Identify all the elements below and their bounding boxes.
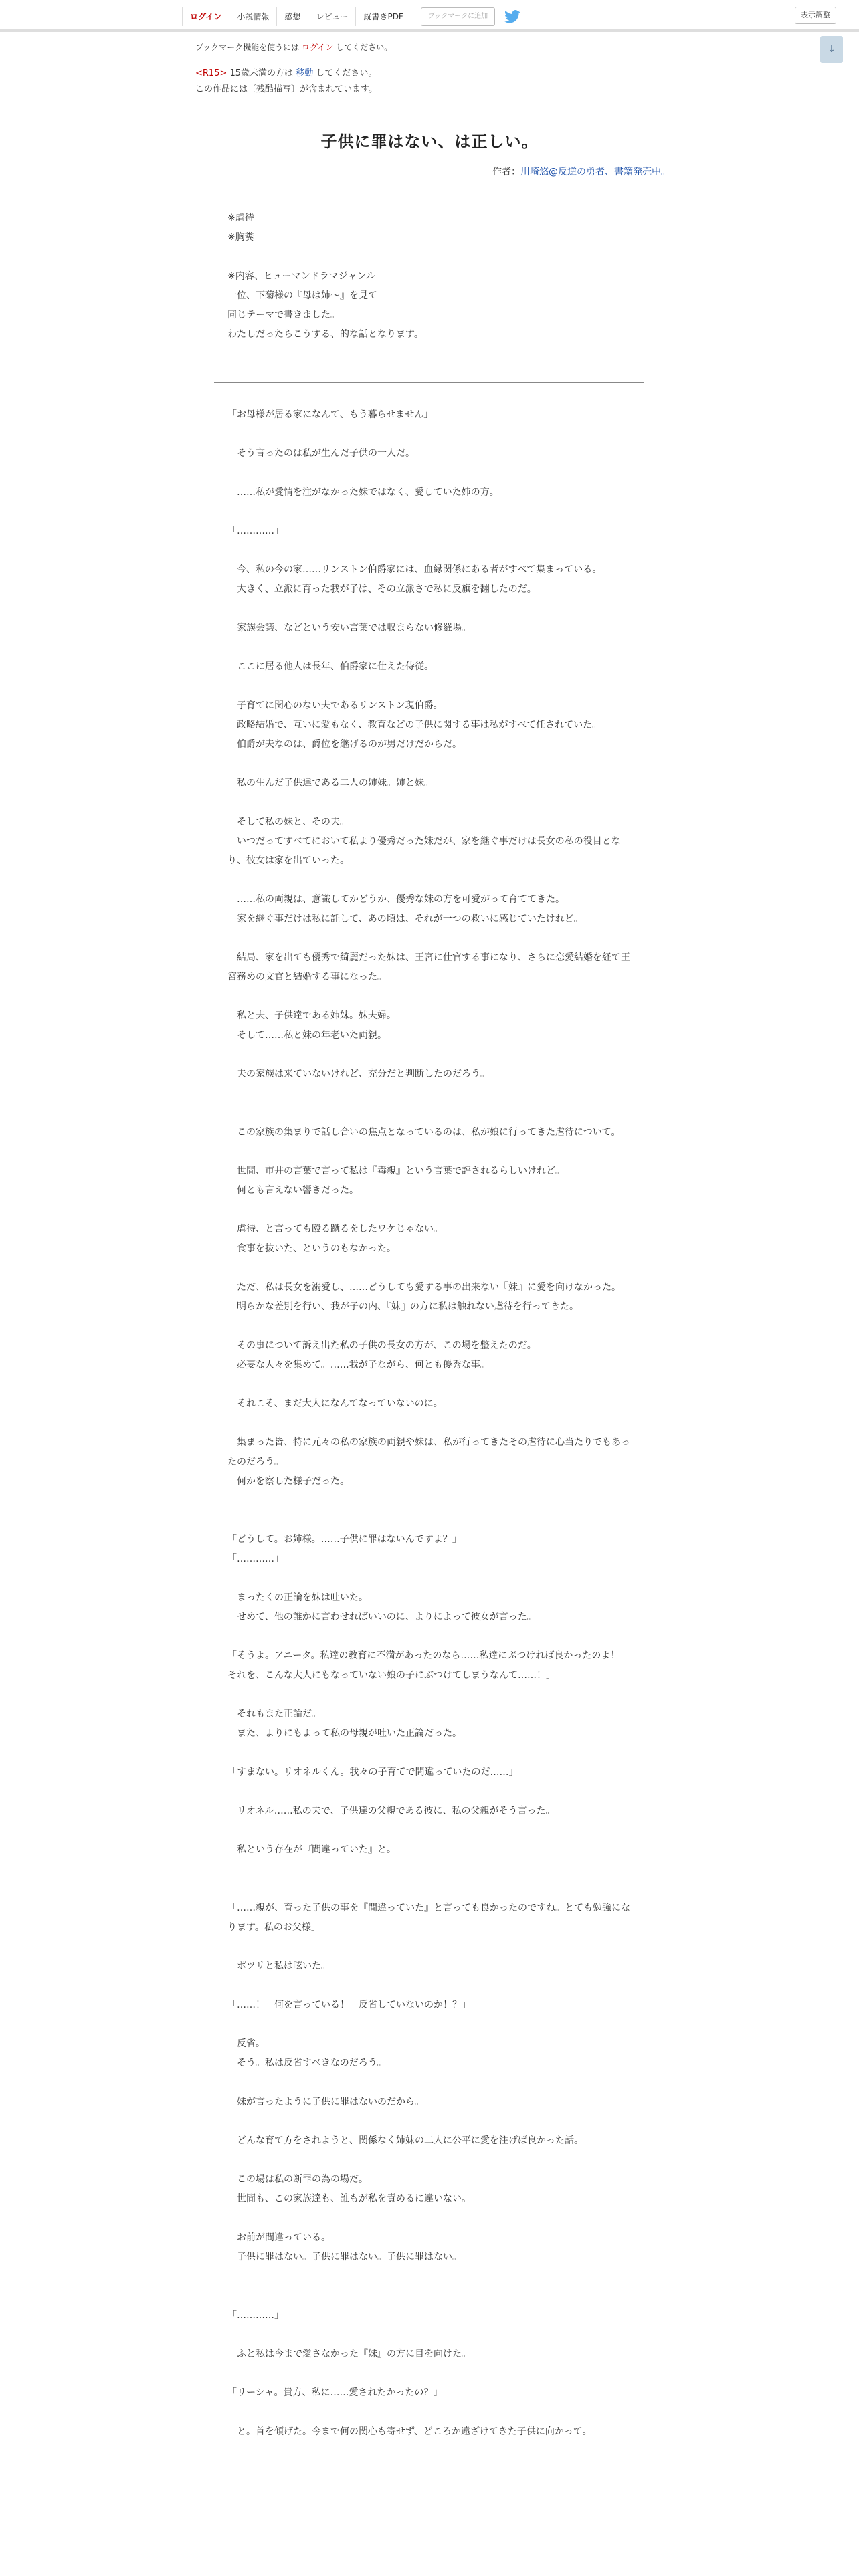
body-text-line: 私と夫、子供達である姉妹。妹夫婦。 bbox=[227, 1010, 396, 1021]
body-text-line: リオネル……私の夫で、子供達の父親である彼に、私の父親がそう言った。 bbox=[227, 1806, 555, 1816]
body-text-line: 大きく、立派に育った我が子は、その立派さで私に反旗を翻したのだ。 bbox=[227, 584, 537, 595]
blank-line bbox=[227, 1782, 632, 1802]
body-text-line: 「……親が、育った子供の事を『間違っていた』と言っても良かったのですね。とても勉強になります。私のお父様」 bbox=[227, 1903, 630, 1933]
body-text-line: 「…………」 bbox=[227, 526, 284, 536]
blank-line bbox=[227, 754, 632, 774]
novel-title: 子供に罪はない、は正しい。 bbox=[320, 132, 539, 151]
body-text-line: お前が間違っている。 bbox=[227, 2232, 330, 2243]
body-paragraph bbox=[227, 2034, 632, 2054]
body-paragraph bbox=[227, 1433, 632, 1472]
body-paragraph bbox=[227, 813, 632, 832]
blank-line bbox=[227, 871, 632, 890]
blank-line bbox=[227, 1743, 632, 1763]
body-paragraph bbox=[227, 1065, 632, 1084]
novel-body bbox=[227, 405, 632, 2442]
blank-line bbox=[227, 1317, 632, 1336]
blank-line bbox=[227, 1860, 632, 1879]
blank-line bbox=[227, 502, 632, 522]
body-paragraph bbox=[227, 2054, 632, 2073]
body-paragraph bbox=[227, 1278, 632, 1297]
preface-line: わたしだったらこうする、的な話となります。 bbox=[227, 329, 423, 340]
blank-line bbox=[227, 1627, 632, 1646]
body-paragraph bbox=[227, 444, 632, 463]
body-paragraph bbox=[227, 832, 632, 871]
body-text-line: そう。私は反省すべきなのだろう。 bbox=[227, 2058, 387, 2068]
body-text-line: 「リーシャ。貴方、私に……愛されたかったの？」 bbox=[227, 2387, 443, 2398]
blank-line bbox=[227, 1511, 632, 1530]
body-text-line: 何とも言えない響きだった。 bbox=[227, 1185, 359, 1196]
blank-line bbox=[227, 1200, 632, 1220]
blank-line bbox=[227, 2364, 632, 2383]
body-paragraph bbox=[227, 1239, 632, 1259]
body-paragraph bbox=[227, 2092, 632, 2112]
body-text-line: 家族会議、などという安い言葉では収まらない修羅場。 bbox=[227, 623, 471, 633]
body-text-line: それこそ、まだ大人になんてなっていないのに。 bbox=[227, 1398, 443, 1409]
blank-line bbox=[227, 1976, 632, 1996]
blank-line bbox=[227, 425, 632, 444]
bookmark-add-button[interactable]: ブックマークに追加 bbox=[421, 7, 495, 26]
review-link[interactable]: レビュー bbox=[308, 7, 356, 26]
body-paragraph bbox=[227, 1802, 632, 1821]
body-paragraph bbox=[227, 1336, 632, 1356]
blank-line bbox=[227, 1685, 632, 1705]
body-paragraph bbox=[227, 948, 632, 987]
body-text-line: 世間、市井の言葉で言って私は『毒親』という言葉で評されるらしいけれど。 bbox=[227, 1166, 565, 1176]
body-text-line: 何かを察した様子だった。 bbox=[227, 1476, 349, 1487]
body-text-line: また、よりにもよって私の母親が吐いた正論だった。 bbox=[227, 1728, 462, 1739]
body-text-line: 結局、家を出ても優秀で綺麗だった妹は、王宮に仕官する事になり、さらに恋愛結婚を経て王宮務めの文官と結婚する事になった。 bbox=[227, 952, 630, 982]
body-text-line: その事について訴え出た私の子供の長女の方が、この場を整えたのだ。 bbox=[227, 1340, 537, 1351]
body-text-line: 世間も、この家族達も、誰もが私を責めるに違いない。 bbox=[227, 2193, 471, 2204]
blank-line bbox=[227, 1103, 632, 1123]
body-text-line: と。首を傾げた。今まで何の関心も寄せず、どころか遠ざけてきた子供に向かって。 bbox=[227, 2426, 592, 2437]
r15-tag: <R15> bbox=[195, 68, 227, 78]
body-paragraph bbox=[227, 1162, 632, 1181]
body-text-line: 家を継ぐ事だけは私に託して、あの頃は、それが一つの救いに感じていたけれど。 bbox=[227, 914, 583, 924]
r15-notice-prefix: 15歳未満の方は bbox=[229, 68, 294, 78]
body-text-line: 集まった皆、特に元々の私の家族の両親や妹は、私が行ってきたその虐待に心当たりでもあったのだろう。 bbox=[227, 1437, 630, 1467]
body-text-line: まったくの正論を妹は吐いた。 bbox=[227, 1592, 368, 1603]
body-text-line: ポツリと私は呟いた。 bbox=[227, 1961, 330, 1971]
body-text-line: 今、私の今の家……リンストン伯爵家には、血縁関係にある者がすべて集まっている。 bbox=[227, 564, 602, 575]
bookmark-notice-prefix: ブックマーク機能を使うには bbox=[195, 43, 300, 52]
bookmark-notice-suffix: してください。 bbox=[336, 43, 393, 52]
r15-notice bbox=[195, 66, 377, 78]
body-text-line: 妹が言ったように子供に罪はないのだから。 bbox=[227, 2097, 424, 2107]
vertical-pdf-link[interactable]: 縦書きPDF bbox=[356, 7, 411, 26]
blank-line bbox=[227, 1375, 632, 1394]
top-nav bbox=[182, 5, 520, 28]
body-paragraph bbox=[227, 2383, 632, 2403]
blank-line bbox=[227, 2325, 632, 2345]
author-line bbox=[492, 165, 670, 178]
body-paragraph bbox=[227, 2228, 632, 2248]
preface-line bbox=[227, 247, 423, 267]
body-text-line: 夫の家族は来ていないけれど、充分だと判断したのだろう。 bbox=[227, 1069, 490, 1079]
blank-line bbox=[227, 1142, 632, 1162]
blank-line bbox=[227, 1259, 632, 1278]
body-paragraph bbox=[227, 1356, 632, 1375]
r15-notice-suffix: してください。 bbox=[316, 68, 377, 78]
body-paragraph bbox=[227, 483, 632, 502]
body-paragraph bbox=[227, 657, 632, 677]
blank-line bbox=[227, 1569, 632, 1588]
body-paragraph bbox=[227, 1608, 632, 1627]
body-paragraph bbox=[227, 1588, 632, 1608]
impressions-link[interactable]: 感想 bbox=[277, 7, 308, 26]
body-paragraph bbox=[227, 696, 632, 716]
body-paragraph bbox=[227, 2189, 632, 2209]
author-link[interactable]: 川崎悠@反逆の勇者、書籍発売中。 bbox=[520, 167, 670, 177]
r15-move-link[interactable]: 移動 bbox=[296, 68, 314, 78]
blank-line bbox=[227, 1084, 632, 1103]
body-text-line: 「お母様が居る家になんて、もう暮らせません」 bbox=[227, 409, 434, 420]
login-link[interactable]: ログイン bbox=[182, 7, 229, 26]
body-paragraph bbox=[227, 890, 632, 909]
body-paragraph bbox=[227, 1297, 632, 1317]
blank-line bbox=[227, 2209, 632, 2228]
body-text-line: どんな育て方をされようと、関係なく姉妹の二人に公平に愛を注げば良かった話。 bbox=[227, 2135, 583, 2146]
blank-line bbox=[227, 2151, 632, 2170]
body-text-line: 「……！ 何を言っている！ 反省していないのか！？」 bbox=[227, 2000, 471, 2010]
content-warning: この作品には〔残酷描写〕が含まれています。 bbox=[195, 84, 377, 94]
body-text-line: ただ、私は長女を溺愛し、……どうしても愛する事の出来ない『妹』に愛を向けなかった。 bbox=[227, 1282, 621, 1293]
body-paragraph bbox=[227, 1763, 632, 1782]
blank-line bbox=[227, 677, 632, 696]
body-paragraph bbox=[227, 1472, 632, 1491]
bookmark-login-link[interactable]: ログイン bbox=[302, 43, 334, 52]
blank-line bbox=[227, 541, 632, 560]
body-paragraph bbox=[227, 619, 632, 638]
body-paragraph bbox=[227, 1549, 632, 1569]
body-paragraph bbox=[227, 1006, 632, 1026]
body-paragraph bbox=[227, 1123, 632, 1142]
author-label: 作者： bbox=[492, 167, 520, 177]
body-paragraph bbox=[227, 522, 632, 541]
body-paragraph bbox=[227, 774, 632, 793]
body-text-line: 私の生んだ子供達である二人の姉妹。姉と妹。 bbox=[227, 778, 434, 788]
body-paragraph bbox=[227, 1646, 632, 1685]
body-paragraph bbox=[227, 1530, 632, 1549]
bookmark-notice bbox=[195, 41, 392, 53]
body-paragraph bbox=[227, 560, 632, 580]
blank-line bbox=[227, 1491, 632, 1511]
body-text-line: ……私の両親は、意識してかどうか、優秀な妹の方を可愛がって育ててきた。 bbox=[227, 894, 565, 905]
preface-line: ※虐待 bbox=[227, 213, 254, 223]
body-text-line: ここに居る他人は長年、伯爵家に仕えた侍従。 bbox=[227, 661, 434, 672]
body-paragraph bbox=[227, 1899, 632, 1937]
body-paragraph bbox=[227, 405, 632, 425]
blank-line bbox=[227, 638, 632, 657]
blank-line bbox=[227, 463, 632, 483]
body-text-line: 「…………」 bbox=[227, 2310, 284, 2321]
blank-line bbox=[227, 2286, 632, 2306]
blank-line bbox=[227, 2403, 632, 2422]
body-text-line: この場は私の断罪の為の場だ。 bbox=[227, 2174, 368, 2185]
body-text-line: それもまた正論だ。 bbox=[227, 1709, 321, 1719]
blank-line bbox=[227, 793, 632, 813]
blank-line bbox=[227, 1879, 632, 1899]
body-paragraph bbox=[227, 2248, 632, 2267]
body-text-line: そして……私と妹の年老いた両親。 bbox=[227, 1030, 387, 1041]
body-text-line: 政略結婚で、互いに愛もなく、教育などの子供に関する事は私がすべて任されていた。 bbox=[227, 720, 602, 730]
body-paragraph bbox=[227, 1996, 632, 2015]
blank-line bbox=[227, 1937, 632, 1957]
body-text-line: そして私の妹と、その夫。 bbox=[227, 817, 349, 827]
blank-line bbox=[227, 2015, 632, 2034]
blank-line bbox=[227, 1045, 632, 1065]
body-text-line: 子育てに関心のない夫であるリンストン現伯爵。 bbox=[227, 700, 443, 711]
body-text-line: 食事を抜いた、というのもなかった。 bbox=[227, 1243, 396, 1254]
body-paragraph bbox=[227, 2345, 632, 2364]
body-text-line: 「…………」 bbox=[227, 1553, 284, 1564]
blank-line bbox=[227, 1414, 632, 1433]
body-paragraph bbox=[227, 716, 632, 735]
body-paragraph bbox=[227, 1957, 632, 1976]
blank-line bbox=[227, 987, 632, 1006]
body-text-line: 「どうして。お姉様。……子供に罪はないんですよ？」 bbox=[227, 1534, 462, 1545]
twitter-icon[interactable] bbox=[504, 10, 520, 23]
preface-line: ※内容、ヒューマンドラマジャンル bbox=[227, 271, 376, 282]
blank-line bbox=[227, 2267, 632, 2286]
body-text-line: 「すまない。リオネルくん。我々の子育てで間違っていたのだ……」 bbox=[227, 1767, 518, 1778]
blank-line bbox=[227, 2112, 632, 2131]
body-paragraph bbox=[227, 1220, 632, 1239]
body-paragraph bbox=[227, 909, 632, 929]
preface-line: ※胸糞 bbox=[227, 232, 254, 243]
body-paragraph bbox=[227, 2170, 632, 2189]
body-text-line: 反省。 bbox=[227, 2038, 265, 2049]
preface-divider bbox=[214, 382, 644, 383]
novel-info-link[interactable]: 小説情報 bbox=[229, 7, 277, 26]
body-text-line: 「そうよ。アニータ。私達の教育に不満があったのなら……私達にぶつければ良かったのよ！ それを、こんな大人にもなっていない娘の子にぶつけてしまうなんて……！」 bbox=[227, 1650, 630, 1681]
body-paragraph bbox=[227, 580, 632, 599]
body-paragraph bbox=[227, 735, 632, 754]
preface-line: 一位、下菊様の『母は姉〜』を見て bbox=[227, 290, 377, 301]
display-settings-button[interactable]: 表示調整 bbox=[795, 7, 836, 24]
body-paragraph bbox=[227, 2131, 632, 2151]
blank-line bbox=[227, 2073, 632, 2092]
body-paragraph bbox=[227, 1705, 632, 1724]
preface-line: 同じテーマで書きました。 bbox=[227, 310, 340, 320]
body-text-line: いつだってすべてにおいて私より優秀だった妹だが、家を継ぐ事だけは長女の私の役目となり、彼女は家を出ていった。 bbox=[227, 836, 621, 866]
body-text-line: 私という存在が『間違っていた』と。 bbox=[227, 1844, 396, 1855]
body-paragraph bbox=[227, 1840, 632, 1860]
blank-line bbox=[227, 1821, 632, 1840]
body-text-line: この家族の集まりで話し合いの焦点となっているのは、私が娘に行ってきた虐待について。 bbox=[227, 1127, 621, 1138]
body-text-line: ……私が愛情を注がなかった妹ではなく、愛していた姉の方。 bbox=[227, 487, 499, 498]
body-text-line: ふと私は今まで愛さなかった『妹』の方に目を向けた。 bbox=[227, 2349, 471, 2359]
body-text-line: そう言ったのは私が生んだ子供の一人だ。 bbox=[227, 448, 415, 459]
blank-line bbox=[227, 929, 632, 948]
body-text-line: 明らかな差別を行い、我が子の内、『妹』の方に私は触れない虐待を行ってきた。 bbox=[227, 1301, 579, 1312]
preface bbox=[227, 209, 423, 344]
body-text-line: 子供に罪はない。子供に罪はない。子供に罪はない。 bbox=[227, 2252, 462, 2262]
body-text-line: 虐待、と言っても殴る蹴るをしたワケじゃない。 bbox=[227, 1224, 443, 1235]
scroll-down-button[interactable]: ↓ bbox=[820, 36, 843, 63]
header-bar bbox=[0, 0, 859, 32]
body-paragraph bbox=[227, 1026, 632, 1045]
body-paragraph bbox=[227, 1181, 632, 1200]
body-paragraph bbox=[227, 1724, 632, 1743]
body-paragraph bbox=[227, 2422, 632, 2442]
body-text-line: 伯爵が夫なのは、爵位を継げるのが男だけだからだ。 bbox=[227, 739, 462, 750]
body-text-line: せめて、他の誰かに言わせればいいのに、よりによって彼女が言った。 bbox=[227, 1612, 537, 1622]
body-paragraph bbox=[227, 2306, 632, 2325]
body-text-line: 必要な人々を集めて。……我が子ながら、何とも優秀な事。 bbox=[227, 1360, 490, 1370]
blank-line bbox=[227, 599, 632, 619]
body-paragraph bbox=[227, 1394, 632, 1414]
